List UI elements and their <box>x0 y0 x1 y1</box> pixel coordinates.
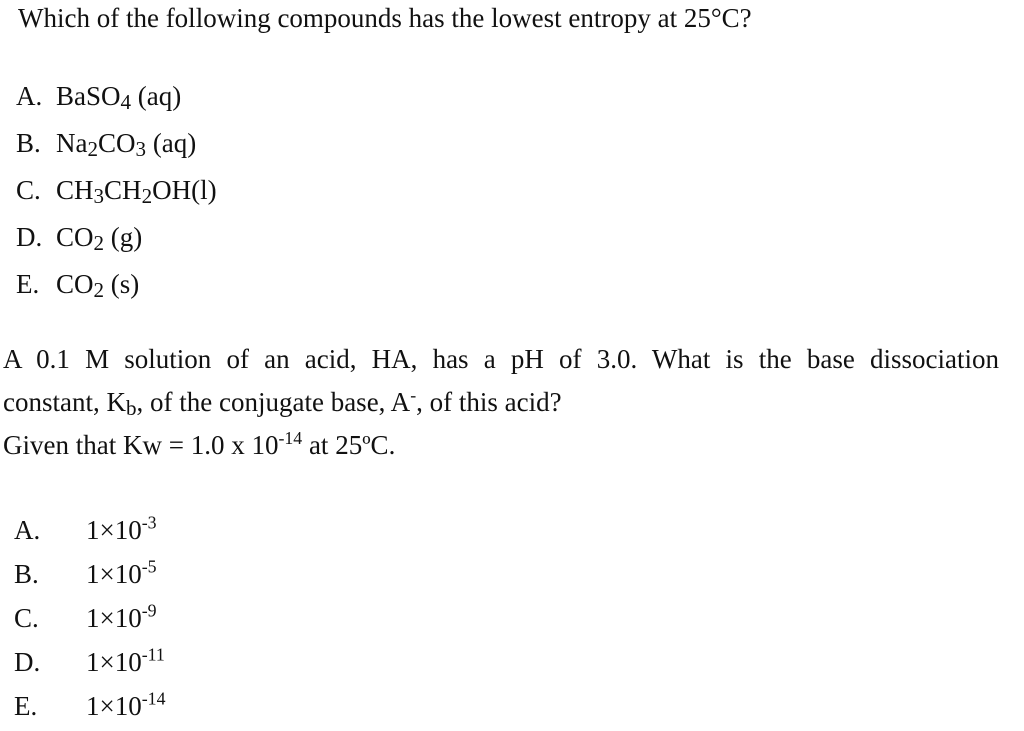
kb-subscript: b <box>125 395 137 420</box>
option-exponent: -9 <box>141 600 157 621</box>
option-letter: B. <box>14 559 39 589</box>
option-exponent: -5 <box>141 556 157 577</box>
option-letter: A. <box>16 81 43 111</box>
question-2-option <box>14 554 165 598</box>
formula-subscript: 2 <box>93 277 105 302</box>
formula-text: BaSO <box>56 81 121 111</box>
question-2-line-1: A 0.1 M solution of an acid, HA, has a pH of 3.0. What is the base dissociation <box>3 344 999 374</box>
question-1-option <box>16 264 217 311</box>
formula-text: CH <box>104 175 142 205</box>
option-letter: C. <box>16 175 41 205</box>
formula-text: (s) <box>104 269 140 299</box>
formula-text: CH <box>56 175 94 205</box>
option-mantissa: 1×10 <box>86 515 142 545</box>
question-2-stem <box>3 338 999 467</box>
formula-text: (aq) <box>146 128 197 158</box>
formula-text: CO <box>56 222 94 252</box>
formula-text: (aq) <box>131 81 182 111</box>
question-2-line-3-text-a: Given that Kw = 1.0 x 10 <box>3 430 279 460</box>
question-2-line-2-text-b: , of the conjugate base, A <box>136 387 411 417</box>
option-mantissa: 1×10 <box>86 691 142 721</box>
question-2-option <box>14 686 165 730</box>
question-2-line-2 <box>3 381 999 424</box>
option-letter: E. <box>16 269 40 299</box>
chemical-formula <box>56 175 217 208</box>
formula-text: OH(l) <box>152 175 217 205</box>
question-1-option <box>16 123 217 170</box>
question-2-line-2-text-c: , of this acid? <box>416 387 562 417</box>
formula-subscript: 4 <box>120 89 132 114</box>
anion-charge-superscript: - <box>410 385 417 406</box>
chemical-formula <box>56 81 182 114</box>
option-exponent: -11 <box>141 644 165 665</box>
option-letter: D. <box>14 647 41 677</box>
question-2-options <box>14 510 165 730</box>
option-mantissa: 1×10 <box>86 647 142 677</box>
formula-subscript: 3 <box>135 136 147 161</box>
question-2-line-3 <box>3 424 999 467</box>
formula-text: CO <box>56 269 94 299</box>
question-2-option <box>14 642 165 686</box>
question-1-option <box>16 217 217 264</box>
formula-subscript: 3 <box>93 183 105 208</box>
option-mantissa: 1×10 <box>86 603 142 633</box>
formula-text: (g) <box>104 222 143 252</box>
question-1-option <box>16 76 217 123</box>
question-1-option <box>16 170 217 217</box>
option-letter: B. <box>16 128 41 158</box>
question-2-line-2-text-a: constant, K <box>3 387 126 417</box>
question-2-line-3-text-b: at 25ºC. <box>302 430 396 460</box>
option-letter: E. <box>14 691 38 721</box>
formula-subscript: 2 <box>87 136 99 161</box>
formula-text: CO <box>98 128 136 158</box>
option-letter: D. <box>16 222 43 252</box>
chemical-formula <box>56 269 140 302</box>
kw-exponent: -14 <box>278 428 303 449</box>
formula-text: Na <box>56 128 88 158</box>
question-2-option <box>14 598 165 642</box>
chemical-formula <box>56 222 143 255</box>
option-exponent: -3 <box>141 512 157 533</box>
question-1-stem: Which of the following compounds has the lowest entropy at 25°C? <box>18 3 752 33</box>
option-letter: C. <box>14 603 39 633</box>
chemical-formula <box>56 128 197 161</box>
option-letter: A. <box>14 515 41 545</box>
option-mantissa: 1×10 <box>86 559 142 589</box>
option-exponent: -14 <box>141 688 166 709</box>
question-1-options <box>16 76 217 311</box>
formula-subscript: 2 <box>141 183 153 208</box>
formula-subscript: 2 <box>93 230 105 255</box>
question-2-option <box>14 510 165 554</box>
